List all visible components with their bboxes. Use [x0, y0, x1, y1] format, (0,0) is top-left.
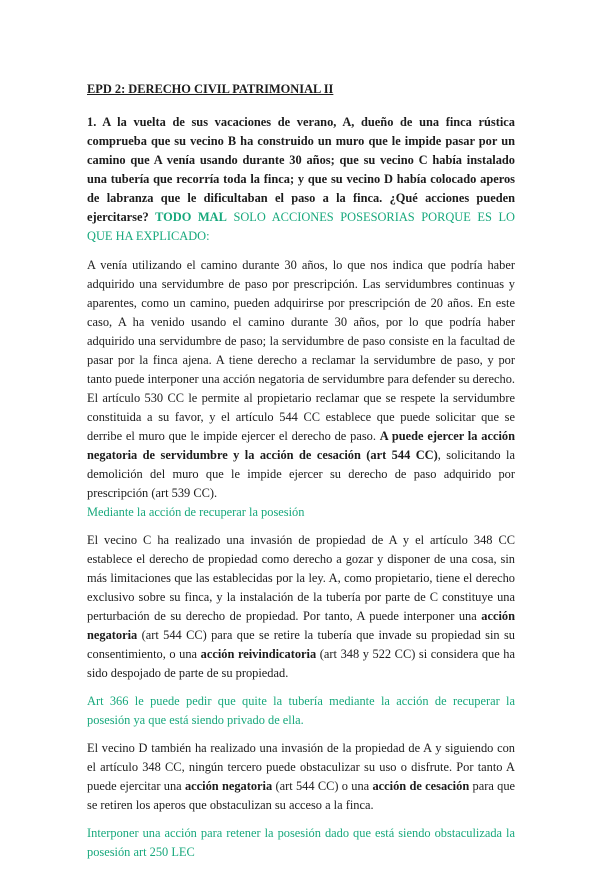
- paragraph2-bold2: acción reivindicatoria: [200, 647, 317, 661]
- page-title: EPD 2: DERECHO CIVIL PATRIMONIAL II: [87, 82, 334, 96]
- feedback-bold: TODO MAL: [155, 210, 227, 224]
- paragraph2-text2: (art 544 CC) para que se retire la tubería que invade su propiedad sin su consentimiento, o una: [87, 628, 515, 661]
- note-tuberia: Art 366 le puede pedir que quite la tubería mediante la acción de recuperar la posesión ya que está siendo privado de ella.: [87, 694, 515, 727]
- paragraph1-bold: A puede ejercer la acción negatoria de servidumbre y la acción de cesación (art 544 CC): [87, 429, 515, 462]
- paragraph1-text1: A venía utilizando el camino durante 30 años, lo que nos indica que podría haber adquirido una servidumbre de paso por prescripción. Las servidumbres continuas y aparentes, como un camino, pueden adquirirse por prescripción de 20 años. En este caso, A ha venido usando el camino durante 30 años, por lo que podría haber adquirido una servidumbre de paso; la servidumbre de paso consiste en la facultad de pasar por la finca ajena. A tiene derecho a reclamar la servidumbre de paso, y por tanto puede interponer una acción negatoria de servidumbre para defender su derecho. El artículo 530 CC le permite al propietario reclamar que se respete la servidumbre constituida a su favor, y el artículo 544 CC establece que puede solicitar que se derribe el muro que le impide ejercer el derecho de paso.: [87, 258, 515, 443]
- note-aperos: Interponer una acción para retener la posesión dado que está siendo obstaculizada la posesión art 250 LEC: [87, 826, 515, 859]
- paragraph3-text1: El vecino D también ha realizado una invasión de la propiedad de A y siguiendo con el artículo 348 CC, ningún tercero puede obstaculizar su uso o disfrute. Por tanto A puede ejercitar una: [87, 741, 515, 793]
- paragraph2-text1: El vecino C ha realizado una invasión de propiedad de A y el artículo 348 CC establece el derecho de propiedad como derecho a gozar y disponer de una cosa, sin más limitaciones que las establecidas por la ley. A, como propietario, tiene el derecho exclusivo sobre su finca, y la instalación de la tubería por parte de C constituye una perturbación de su derecho de propiedad. Por tanto, A puede interponer una: [87, 533, 515, 623]
- paragraph-tuberia: [87, 531, 515, 683]
- paragraph3-bold1: acción negatoria: [184, 779, 273, 793]
- paragraph-aperos: [87, 739, 515, 815]
- question-text: 1. A la vuelta de sus vacaciones de verano, A, dueño de una finca rústica comprueba que su vecino B ha construido un muro que le impide pasar por un camino que A venía usando durante 30 años; que su vecino C había instalado una tubería que recorría toda la finca; y que su vecino D había colocado aperos de labranza que le dificultaban el paso a la finca. ¿Qué acciones pueden ejercitarse?: [87, 115, 515, 224]
- paragraph3-bold2: acción de cesación: [372, 779, 470, 793]
- paragraph3-text2: (art 544 CC) o una: [272, 779, 373, 793]
- paragraph2-bold1: acción negatoria: [87, 609, 515, 642]
- paragraph1-note: Mediante la acción de recuperar la posesión: [87, 505, 305, 519]
- paragraph2-text3: (art 348 y 522 CC) si considera que ha sido despojado de parte de su propiedad.: [87, 647, 516, 680]
- document-page: [87, 80, 515, 871]
- feedback-rest: SOLO ACCIONES POSESORIAS PORQUE ES LO QUE HA EXPLICADO:: [87, 210, 516, 243]
- paragraph1-text2: , solicitando la demolición del muro que le impide ejercer su derecho de paso adquirido por prescripción (art 539 CC).: [87, 448, 515, 500]
- paragraph-servidumbre: [87, 256, 515, 522]
- paragraph3-text3: para que se retiren los aperos que obstaculizan su acceso a la finca.: [87, 779, 516, 812]
- question: [87, 113, 515, 246]
